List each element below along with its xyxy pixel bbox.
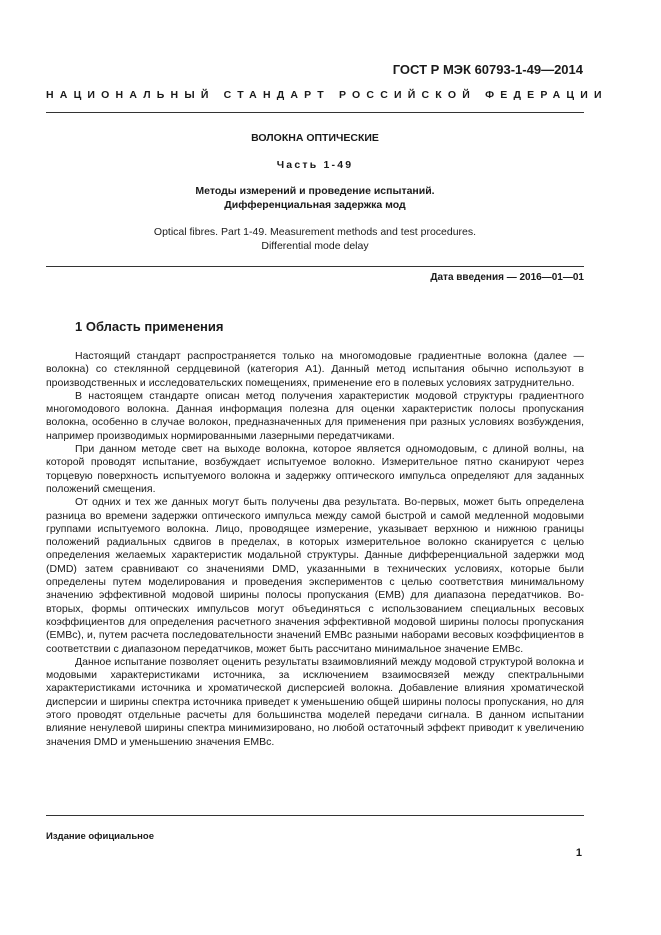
section-heading: 1 Область применения [75, 319, 224, 334]
edition-note: Издание официальное [46, 831, 154, 842]
paragraph: Настоящий стандарт распространяется только на многомодовые градиентные волокна (далее — волокна) со стеклянной сердцевиной (категория А1). Данный метод испытания обычно используют в производственных и исследовательских помещениях, применение его в полевых условиях затруднительно. [46, 350, 584, 389]
subtitle-line-2: Дифференциальная задержка мод [224, 199, 406, 211]
top-divider [46, 112, 584, 113]
title-divider [46, 266, 584, 267]
english-title-line-1: Optical fibres. Part 1-49. Measurement methods and test procedures. [153, 226, 477, 238]
paragraph: При данном методе свет на выходе волокна, которое является одномодовым, с длиной волны, на которой проводят испытание, возбуждает испытуемое волокно. Измерительное пятно сканируют через торцевую поверхность испытуемого волокна и задержку оптического импульса определяют для заданных положений смещения. [46, 443, 584, 495]
effective-date: Дата введения — 2016—01—01 [430, 272, 584, 283]
national-standard-banner: НАЦИОНАЛЬНЫЙ СТАНДАРТ РОССИЙСКОЙ ФЕДЕРАЦИИ [46, 89, 608, 101]
subtitle-line-1: Методы измерений и проведение испытаний. [195, 185, 435, 197]
english-title-line-2: Differential mode delay [261, 240, 369, 252]
section-body [46, 350, 584, 749]
footer-divider [46, 815, 584, 816]
standard-subtitle [46, 184, 584, 212]
page-number: 1 [575, 847, 582, 859]
english-title [46, 225, 584, 253]
standard-part: Часть 1-49 [276, 159, 354, 171]
paragraph: От одних и тех же данных могут быть получены два результата. Во-первых, может быть определена разница во времени задержки оптического импульса между самой быстрой и самой медленной модовыми группами испытуемого волокна. Лицо, проводящее измерение, указывает верхнюю и нижнюю границы положений радиальных сдвигов в пределах, в которых измерительное волокно сканируется с целью определения желаемых характеристик модальной структуры. Данные дифференциальной задержки мод (DMD) затем сравнивают со значениями DMD, указанными в технических условиях, которые были определены путем моделирования и проведения экспериментов с целью соответствия минимальному значению эффективной модовой ширины полосы пропускания (EMB) для диапазона передатчиков. Во-вторых, формы оптических импульсов могут объединяться с использованием специальных весовых коэффициентов для определения расчетного значения эффективной модовой ширины полосы пропускания (EMBc), и, путем расчета последовательности значений EMBc разными наборами весовых коэффициентов в соответствии с диапазоном передатчиков, может быть рассчитано минимальное значение EMBc. [46, 496, 584, 655]
standard-title: ВОЛОКНА ОПТИЧЕСКИЕ [251, 132, 379, 144]
paragraph: Данное испытание позволяет оценить результаты взаимовлияний между модовой структурой волокна и модовыми характеристиками источника, за исключением взаимосвязей между спектральными характеристиками источника и хроматической дисперсией волокна. Добавление влияния хроматической дисперсии и ширины спектра источника приведет к уменьшению общей ширины полосы пропускания, но для этого проводят отдельные расчеты для большинства моделей передачи сигнала. В данном испытании влияние ненулевой ширины спектра минимизировано, но любой остаточный эффект приводит к увеличению значения DMD и уменьшению значения EMBc. [46, 655, 584, 748]
paragraph: В настоящем стандарте описан метод получения характеристик модовой структуры градиентного многомодового волокна. Данная информация полезна для оценки характеристик полосы пропускания волокна, особенно в случае волокон, предназначенных для применения при разных условиях возбуждения, например производимых нормированными лазерными передатчиками. [46, 389, 584, 442]
document-number: ГОСТ Р МЭК 60793-1-49—2014 [392, 62, 583, 77]
